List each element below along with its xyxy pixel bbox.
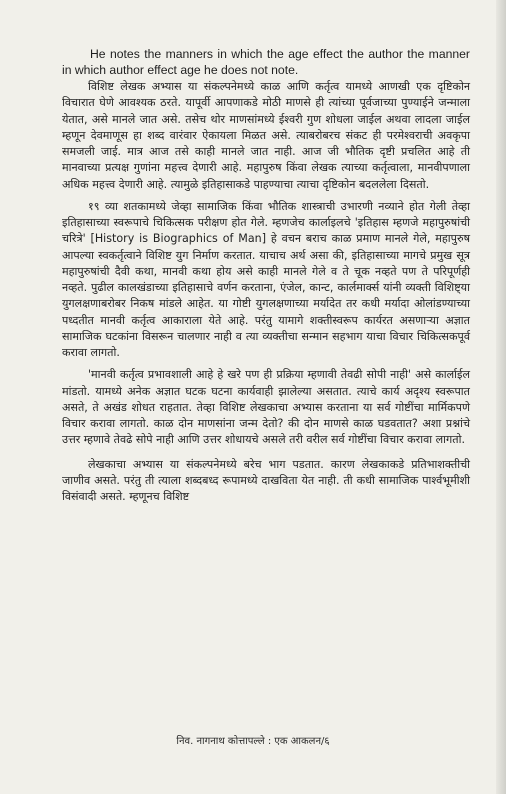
paragraph-3: 'मानवी कर्तृत्व प्रभावशाली आहे हे खरे पण ही प्रक्रिया म्हणावी तेवढी सोपी नाही' असे कार्लाईल मांडतो. यामध्ये अनेक अज्ञात घटक घटना कार्यवाही झालेल्या असतात. त्याचे कार्य अदृश्य स्वरूपात असते, ते अखंड शोधत राहतात. तेव्हा विशिष्ट लेखकाचा अभ्यास करताना या सर्व गोष्टींचा मार्मिकपणे विचार करावा लागतो. काळ दोन माणसांना जन्म देतो? की दोन माणसे काळ घडवतात? अशा प्रश्नांचे उत्तर म्हणावे तेवढे सोपे नाही आणि उत्तर शोधायचे असले तरी वरील सर्व गोष्टींचा विचार करावा लागतो.: [62, 368, 470, 447]
paragraph-2: १९ व्या शतकामध्ये जेव्हा सामाजिक किंवा भौतिक शास्त्राची उभारणी नव्याने होत गेली तेव्हा इतिहासाच्या स्वरूपाचे चिकित्सक परीक्षण होत गेले. म्हणजेच कार्लाइलचे 'इतिहास म्हणजे महापुरुषांची चरित्रे' [History is Biographics of Man] हे वचन बराच काळ प्रमाण मानले गेले, महापुरुष आपल्या स्वकर्तृत्वाने विशिष्ट युग निर्माण करतात. याचाच अर्थ असा की, इतिहासाच्या मागचे प्रमुख सूत्र महापुरुषांची दैवी कथा, मानवी कथा होय असे काही मानले गेले व ते चूक नव्हते पण ते परिपूर्णही नव्हते. पुढील कालखंडाच्या इतिहासाचे वर्णन करताना, एंजेल, कान्ट, कार्लमार्क्स यांनी व्यक्ती विशिष्ट्या युगलक्षणाबरोबर निकष मांडले आहेत. या गोष्टी युगलक्षणाच्या मर्यादेत तर कधी मर्यादा ओलांडण्याच्या पध्दतीत मानवी कर्तृत्व आकाराला येते आहे. परंतु यामागे शक्तीस्वरूप कार्यरत असणाऱ्या अज्ञात सामाजिक घटकांना विसरून चालणार नाही व त्या व्यक्तीचा सन्मान सहभाग याचा विचार चिकित्सकपूर्व करावा लागतो.: [62, 199, 470, 359]
paragraph-4: लेखकाचा अभ्यास या संकल्पनेमध्ये बरेच भाग पडतात. कारण लेखकाकडे प्रतिभाशक्तीची जाणीव असते. परंतु ती त्याला शब्दबध्द रूपामध्ये दाखविता येत नाही. ती कधी सामाजिक पार्श्वभूमीशी विसंवादी असते. म्हणूनच विशिष्ट: [62, 457, 470, 503]
paragraph-1: विशिष्ट लेखक अभ्यास या संकल्पनेमध्ये काळ आणि कर्तृत्व यामध्ये आणखी एक दृष्टिकोन विचारात घेणे आवश्यक ठरते. यापूर्वी आपणाकडे मोठी माणसे ही त्यांच्या पूर्वजाच्या पुण्याईने जन्माला येतात, असे मानले जात असे. तसेच थोर माणसांमध्ये ईश्वरी गुण शोधला जाईल अथवा लादला जाईल म्हणून देवमाणूस हा शब्द वारंवार ऐकायला मिळत असे. त्याबरोबरच संकट ही परमेश्वराची अवकृपा समजली जाई. मात्र आज तसे काही मानले जात नाही. आज जी भौतिक दृष्टी प्रचलित आहे ती मानवाच्या प्रत्यक्ष गुणांना महत्त्व देणारी आहे. महापुरुष किंवा लेखक त्याच्या कर्तृत्वाला, मानवीपणाला अधिक महत्त्व देणारी आहे. त्यामुळे इतिहासाकडे पाहण्याचा त्याचा दृष्टिकोन बदललेला दिसतो.: [62, 80, 470, 191]
scan-edge-shadow: [496, 0, 506, 794]
page-footer: निव. नागनाथ कोत्तापल्ले : एक आकलन/६: [176, 736, 330, 747]
english-intro-paragraph: He notes the manners in which the age effect the author the manner in which author effect age he does not note.: [62, 47, 470, 77]
body-text: [62, 46, 470, 511]
